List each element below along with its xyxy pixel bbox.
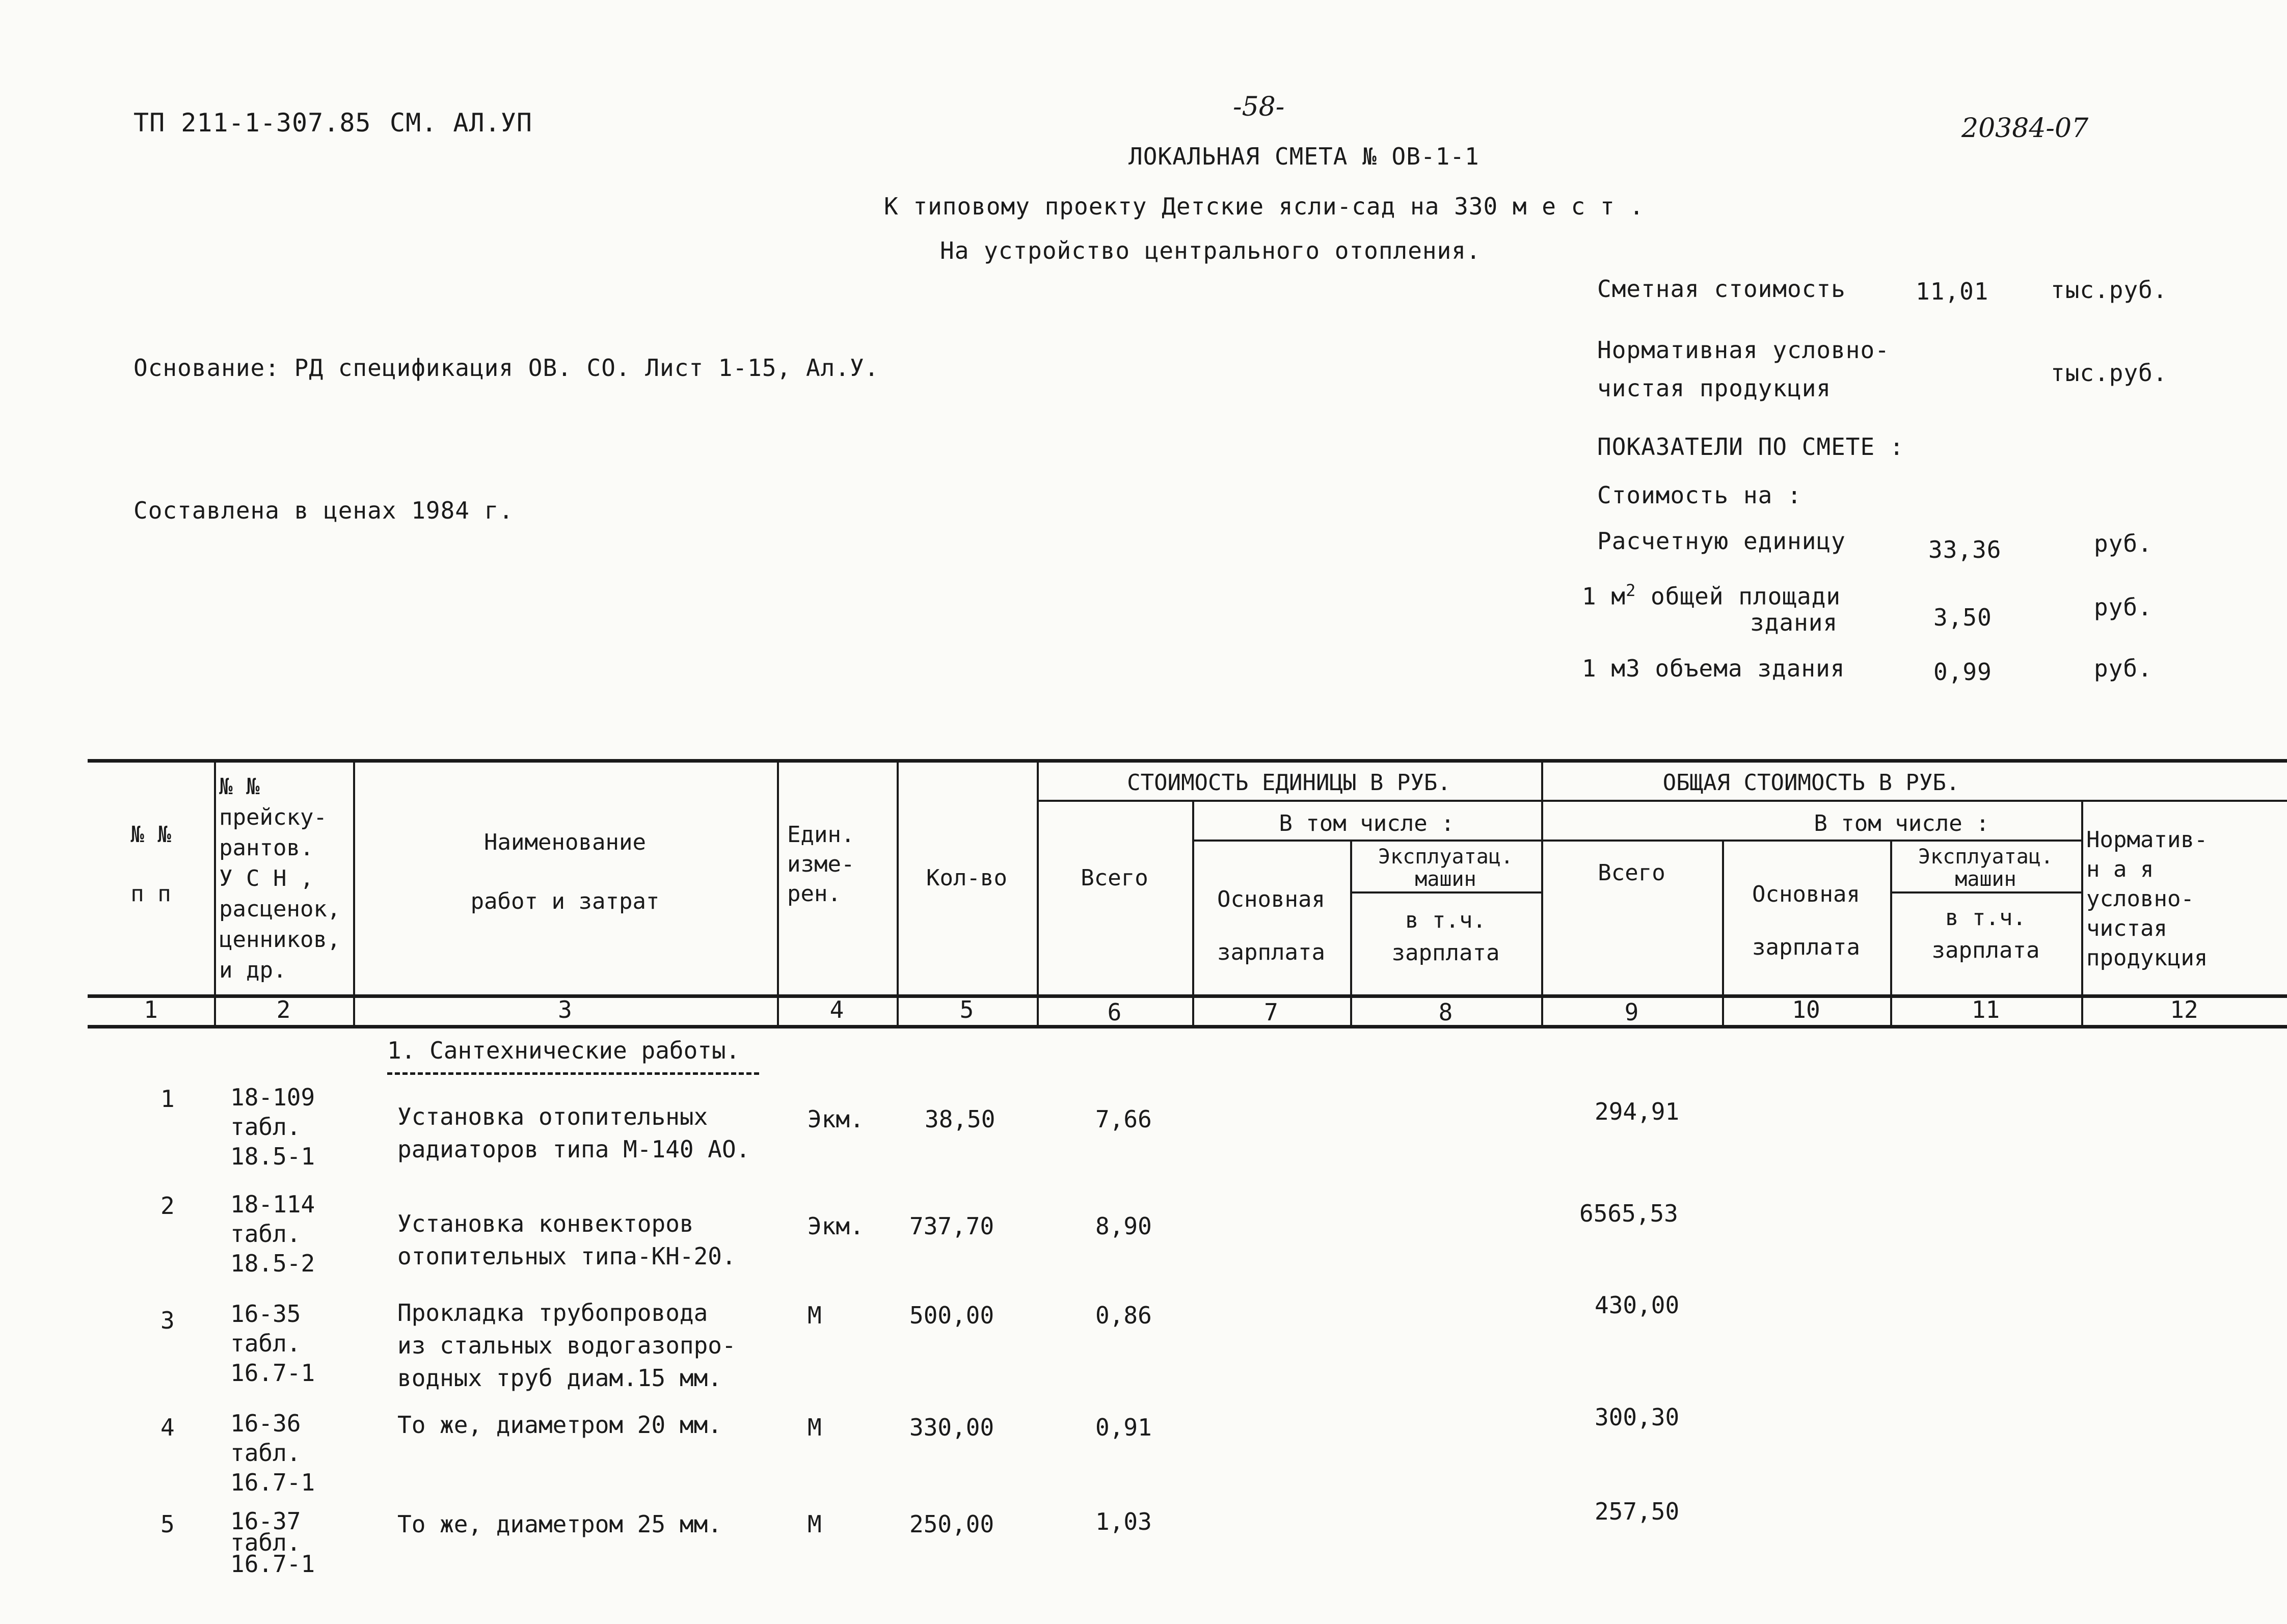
row-quantity: 38,50: [925, 1105, 995, 1133]
row-total-cost: 294,91: [1595, 1098, 1680, 1125]
area-cost-label: [1582, 581, 1841, 610]
unit-cost-value: 33,36: [1928, 536, 2002, 563]
col-number: 6: [1107, 998, 1122, 1026]
header-total-incl-salary: в т.ч. зарплата: [1931, 905, 2040, 963]
unit-cost-label: Расчетную единицу: [1597, 527, 1846, 555]
volume-cost-label: 1 м3 объема здания: [1582, 655, 1845, 682]
header-pricelist-ref: № № прейску- рантов. У С Н , расценок, ценников, и др.: [219, 774, 341, 983]
row-work-name: То же, диаметром 25 мм.: [397, 1510, 722, 1538]
row-quantity: 330,00: [909, 1414, 994, 1441]
header-work-name: Наименование работ и затрат: [470, 829, 660, 914]
col-number: 10: [1792, 996, 1820, 1023]
row-total-cost: 430,00: [1595, 1291, 1680, 1319]
row-number: 3: [160, 1307, 175, 1334]
header-total-incl: В том числе :: [1814, 810, 1989, 836]
col-number: 12: [2170, 996, 2198, 1023]
group-rule-total: [1541, 800, 2287, 802]
row-number: 1: [160, 1085, 175, 1113]
estimated-cost-label: Сметная стоимость: [1597, 275, 1846, 303]
row-work-name: Установка конвекторов отопительных типа-КН-20.: [397, 1210, 736, 1270]
prices-year-text: Составлена в ценах 1984 г.: [133, 497, 514, 524]
header-total-total: Всего: [1598, 860, 1665, 886]
row-unit: М: [808, 1510, 822, 1538]
project-code: ТП 211-1-307.85: [133, 108, 371, 138]
document-title: ЛОКАЛЬНАЯ СМЕТА № ОВ-1-1: [1128, 143, 1479, 170]
normative-label-1: Нормативная условно-: [1597, 336, 1890, 364]
area-label-2: общей площади: [1636, 582, 1841, 610]
area-cost-label-3: здания: [1750, 609, 1838, 636]
row-number: 2: [160, 1192, 175, 1220]
header-unit-machine-op: Эксплуатац. машин: [1378, 845, 1513, 891]
row-pricelist-ref: 16-37 табл. 16.7-1: [230, 1507, 315, 1578]
header-row-number: № № п п: [130, 822, 171, 907]
row-unit: Экм.: [808, 1105, 864, 1133]
area-label-1: 1 м: [1582, 582, 1626, 610]
group-rule-unit: [1037, 800, 1541, 802]
row-unit: Экм.: [808, 1212, 864, 1240]
cost-per-label: Стоимость на :: [1597, 481, 1802, 509]
col-number: 4: [829, 996, 844, 1023]
section-underline: [387, 1072, 759, 1075]
archive-number: 20384-07: [1961, 113, 2089, 144]
row-unit: М: [808, 1414, 822, 1441]
basis-text: Основание: РД спецификация ОВ. СО. Лист 1-15, Ал.У.: [133, 354, 879, 382]
row-pricelist-ref: 16-36 табл. 16.7-1: [230, 1410, 315, 1496]
row-unit-cost: 0,86: [1095, 1302, 1152, 1329]
col-number: 2: [276, 996, 291, 1023]
table-top-rule: [88, 759, 2287, 763]
incl-rule-total: [1541, 840, 2081, 842]
row-quantity: 500,00: [909, 1302, 994, 1329]
row-total-cost: 300,30: [1595, 1403, 1680, 1431]
header-total-cost-group: ОБЩАЯ СТОИМОСТЬ В РУБ.: [1662, 770, 1960, 796]
row-number: 4: [160, 1414, 175, 1441]
estimated-cost-unit: тыс.руб.: [2051, 276, 2168, 304]
row-quantity: 737,70: [909, 1212, 994, 1240]
machine-rule-total: [1890, 891, 2081, 894]
area-cost-unit: руб.: [2094, 593, 2153, 621]
header-total-machine-op: Эксплуатац. машин: [1918, 845, 2053, 891]
volume-cost-unit: руб.: [2094, 655, 2153, 682]
header-unit-cost-group: СТОИМОСТЬ ЕДИНИЦЫ В РУБ.: [1127, 770, 1451, 796]
header-unit-incl-salary: в т.ч. зарплата: [1391, 907, 1500, 966]
header-unit-base-salary: Основная зарплата: [1217, 886, 1325, 965]
header-normative: Норматив- н а я условно- чистая продукция: [2086, 827, 2208, 971]
incl-rule-unit: [1192, 840, 1541, 842]
col-number: 8: [1438, 998, 1453, 1026]
area-superscript: 2: [1626, 581, 1636, 600]
row-unit-cost: 7,66: [1095, 1105, 1152, 1133]
album-ref: СМ. АЛ.УП: [390, 108, 532, 138]
header-unit: Един. изме- рен.: [787, 822, 855, 907]
header-unit-total: Всего: [1081, 865, 1148, 891]
document-purpose: На устройство центрального отопления.: [940, 237, 1481, 264]
col-number: 9: [1624, 998, 1639, 1026]
indicators-title: ПОКАЗАТЕЛИ ПО СМЕТЕ :: [1597, 433, 1904, 461]
col-number: 5: [959, 996, 974, 1023]
col-number: 3: [558, 996, 572, 1023]
col-divider-5: [1037, 762, 1039, 1026]
row-total-cost: 257,50: [1595, 1498, 1680, 1525]
row-work-name: Прокладка трубопровода из стальных водогазопро- водных труб диам.15 мм.: [397, 1299, 736, 1392]
machine-rule-unit: [1350, 891, 1541, 894]
page-number: -58-: [1233, 92, 1285, 122]
row-unit-cost: 1,03: [1095, 1508, 1152, 1535]
header-quantity: Кол-во: [926, 865, 1007, 891]
row-unit: М: [808, 1302, 822, 1329]
row-unit-cost: 8,90: [1095, 1212, 1152, 1240]
row-pricelist-ref: 16-35 табл. 16.7-1: [230, 1300, 315, 1387]
header-unit-incl: В том числе :: [1279, 810, 1455, 836]
section-title: 1. Сантехнические работы.: [387, 1037, 740, 1064]
col-divider-4: [897, 762, 899, 1026]
col-number: 11: [1971, 996, 2000, 1023]
row-number: 5: [160, 1510, 175, 1538]
row-total-cost: 6565,53: [1579, 1200, 1678, 1227]
row-work-name: Установка отопительных радиаторов типа М-140 АО.: [397, 1103, 750, 1163]
unit-cost-unit: руб.: [2094, 530, 2153, 557]
row-unit-cost: 0,91: [1095, 1414, 1152, 1441]
row-quantity: 250,00: [909, 1510, 994, 1538]
row-work-name: То же, диаметром 20 мм.: [397, 1411, 722, 1439]
row-pricelist-ref: 18-109 табл. 18.5-1: [230, 1084, 315, 1170]
col-divider-1: [214, 762, 216, 1026]
normative-unit: тыс.руб.: [2051, 359, 2168, 387]
header-total-base-salary: Основная зарплата: [1752, 881, 1860, 960]
col-divider-11: [2081, 801, 2083, 1026]
estimated-cost-value: 11,01: [1916, 278, 1989, 305]
col-divider-8: [1541, 762, 1543, 1026]
document-subtitle: К типовому проекту Детские ясли-сад на 330 м е с т .: [884, 193, 1645, 220]
normative-label-2: чистая продукция: [1597, 374, 1832, 402]
volume-cost-value: 0,99: [1933, 658, 1992, 686]
col-number: 7: [1264, 998, 1278, 1026]
col-number: 1: [144, 996, 158, 1023]
area-cost-value: 3,50: [1933, 604, 1992, 631]
row-pricelist-ref: 18-114 табл. 18.5-2: [230, 1190, 315, 1277]
